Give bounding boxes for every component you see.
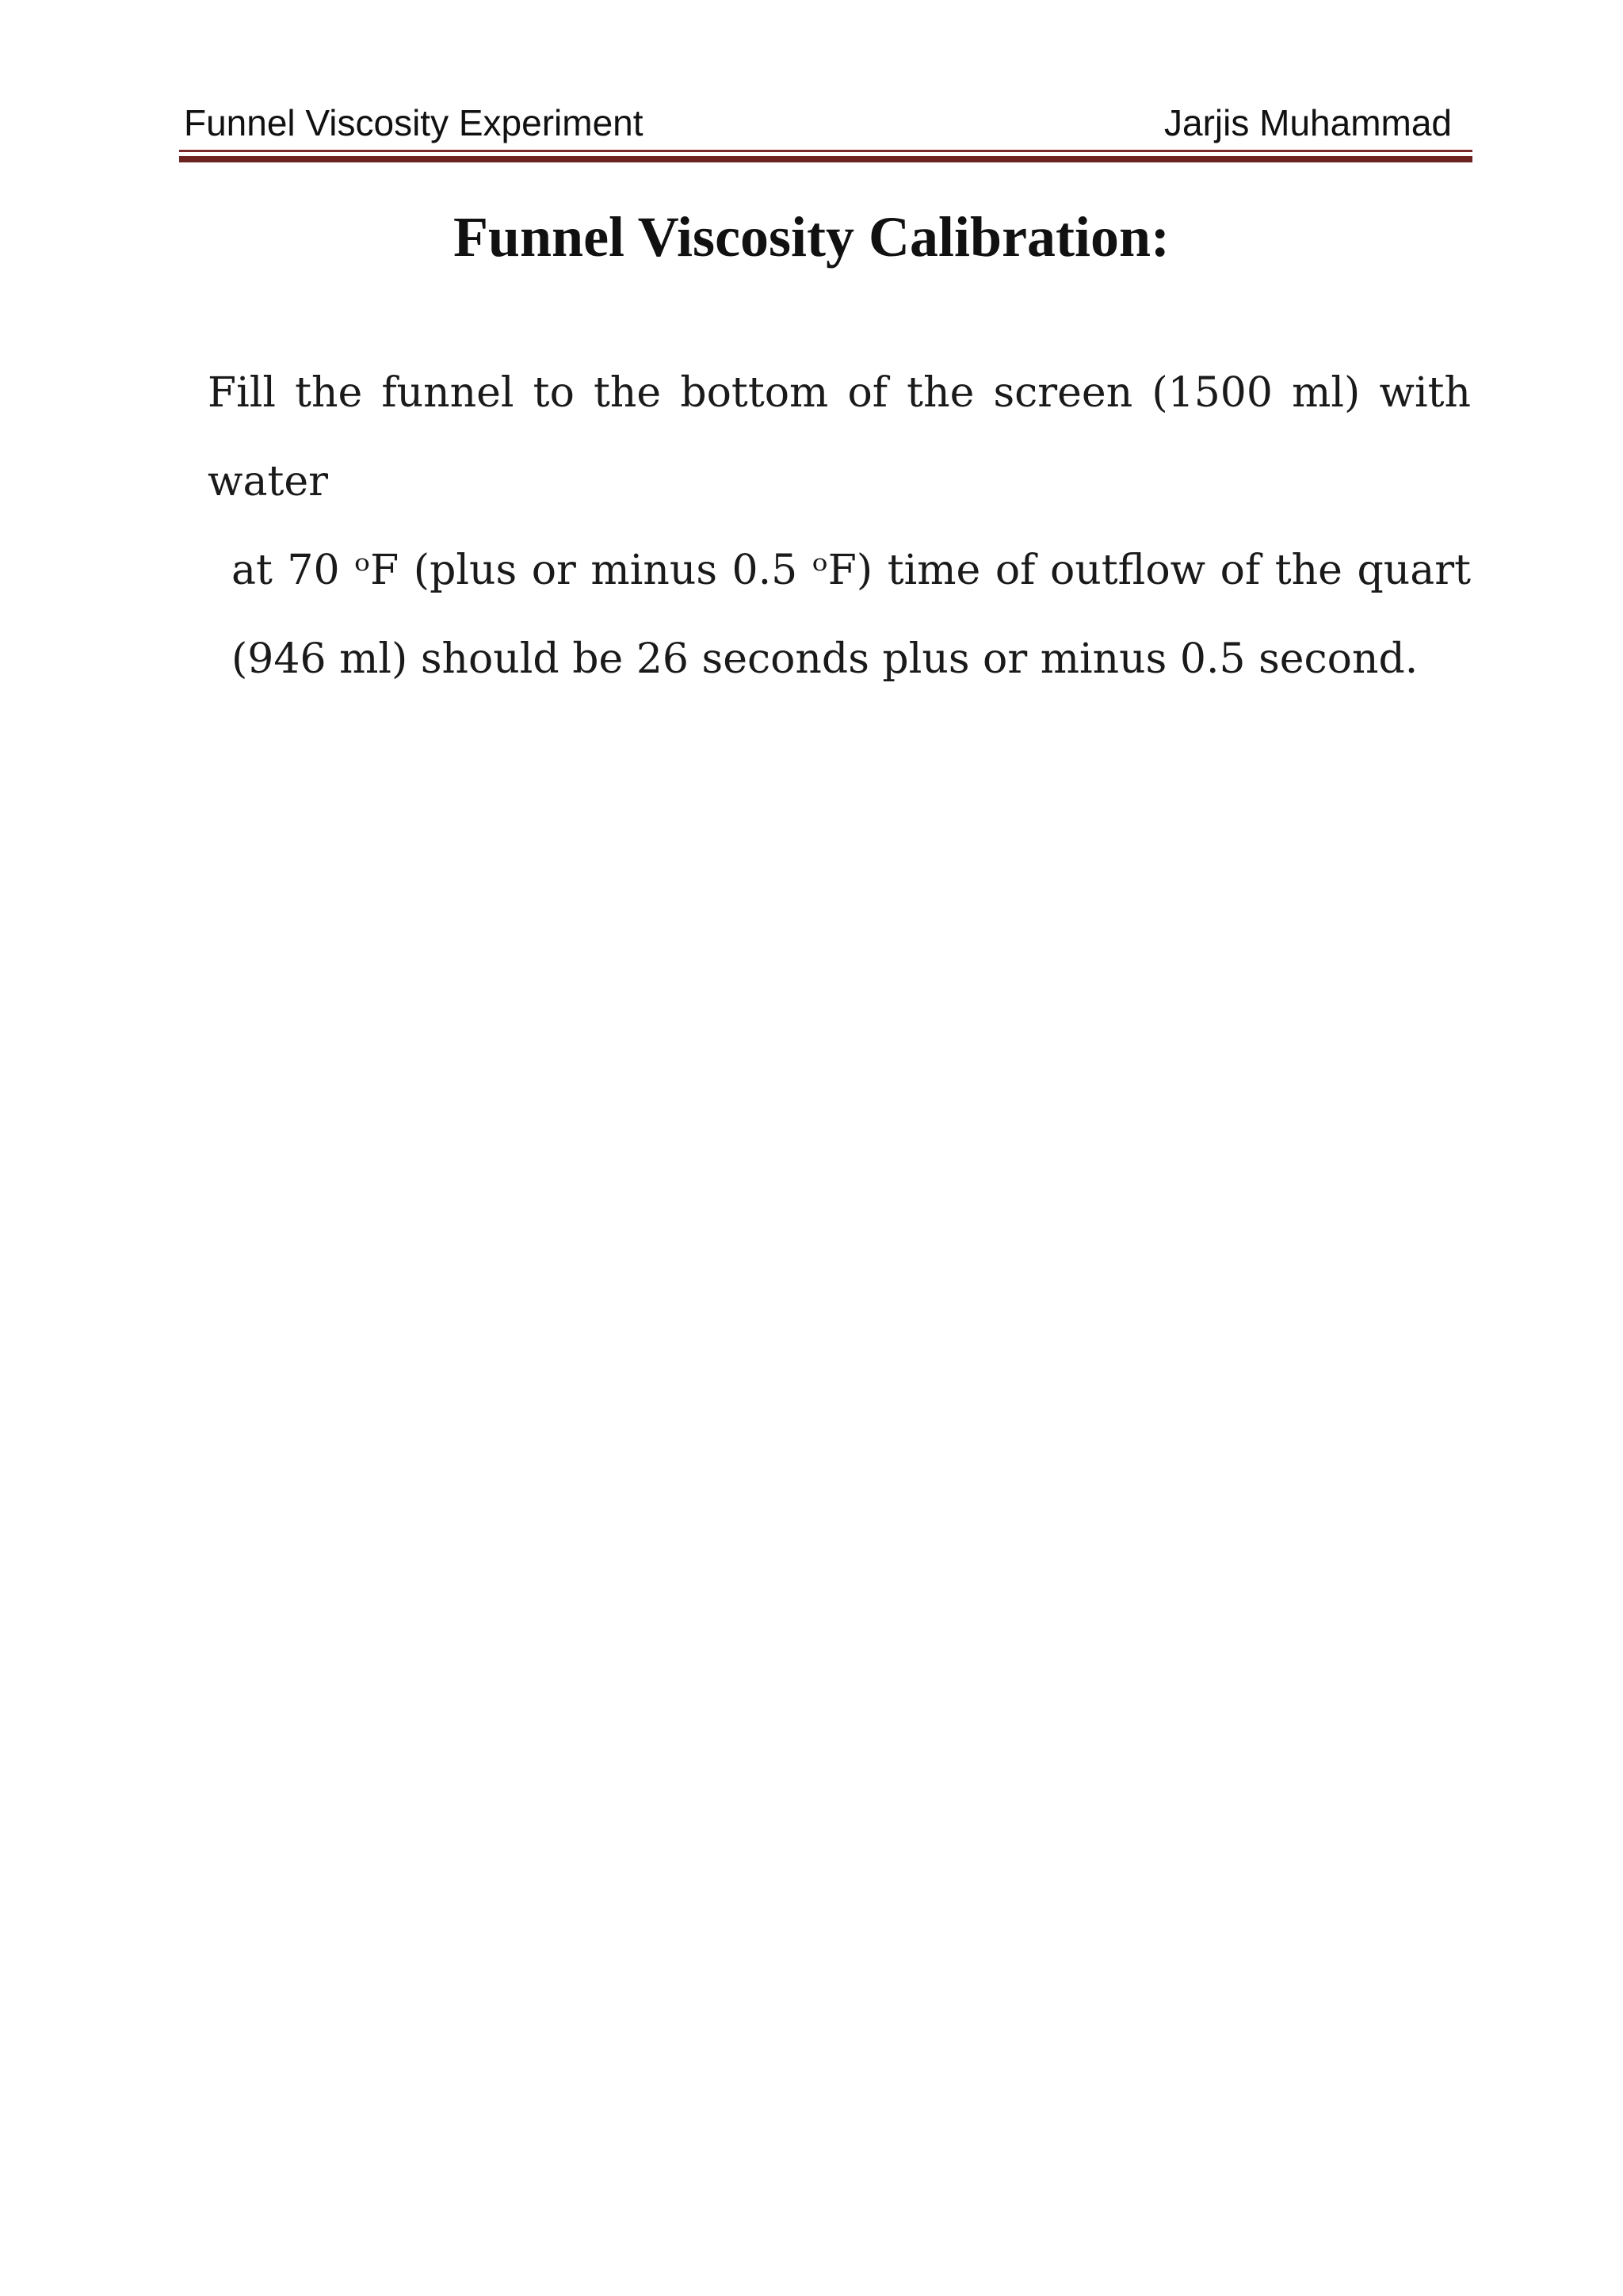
header-rule-thick	[179, 156, 1472, 162]
paragraph-line-1: Fill the funnel to the bottom of the screen (1500 ml) with water	[208, 369, 1471, 505]
body-paragraph	[208, 349, 1471, 704]
paragraph-line-3: (946 ml) should be 26 seconds plus or minus 0.5 second.	[231, 635, 1419, 683]
page-header	[184, 97, 1468, 152]
header-rule-thin	[179, 150, 1472, 152]
section-title: Funnel Viscosity Calibration:	[453, 205, 1170, 269]
header-author: Jarjis Muhammad	[1164, 102, 1452, 143]
paragraph-line-2: at 70 ᵒF (plus or minus 0.5 ᵒF) time of outflow of the quart	[231, 547, 1471, 594]
header-title: Funnel Viscosity Experiment	[184, 102, 643, 143]
